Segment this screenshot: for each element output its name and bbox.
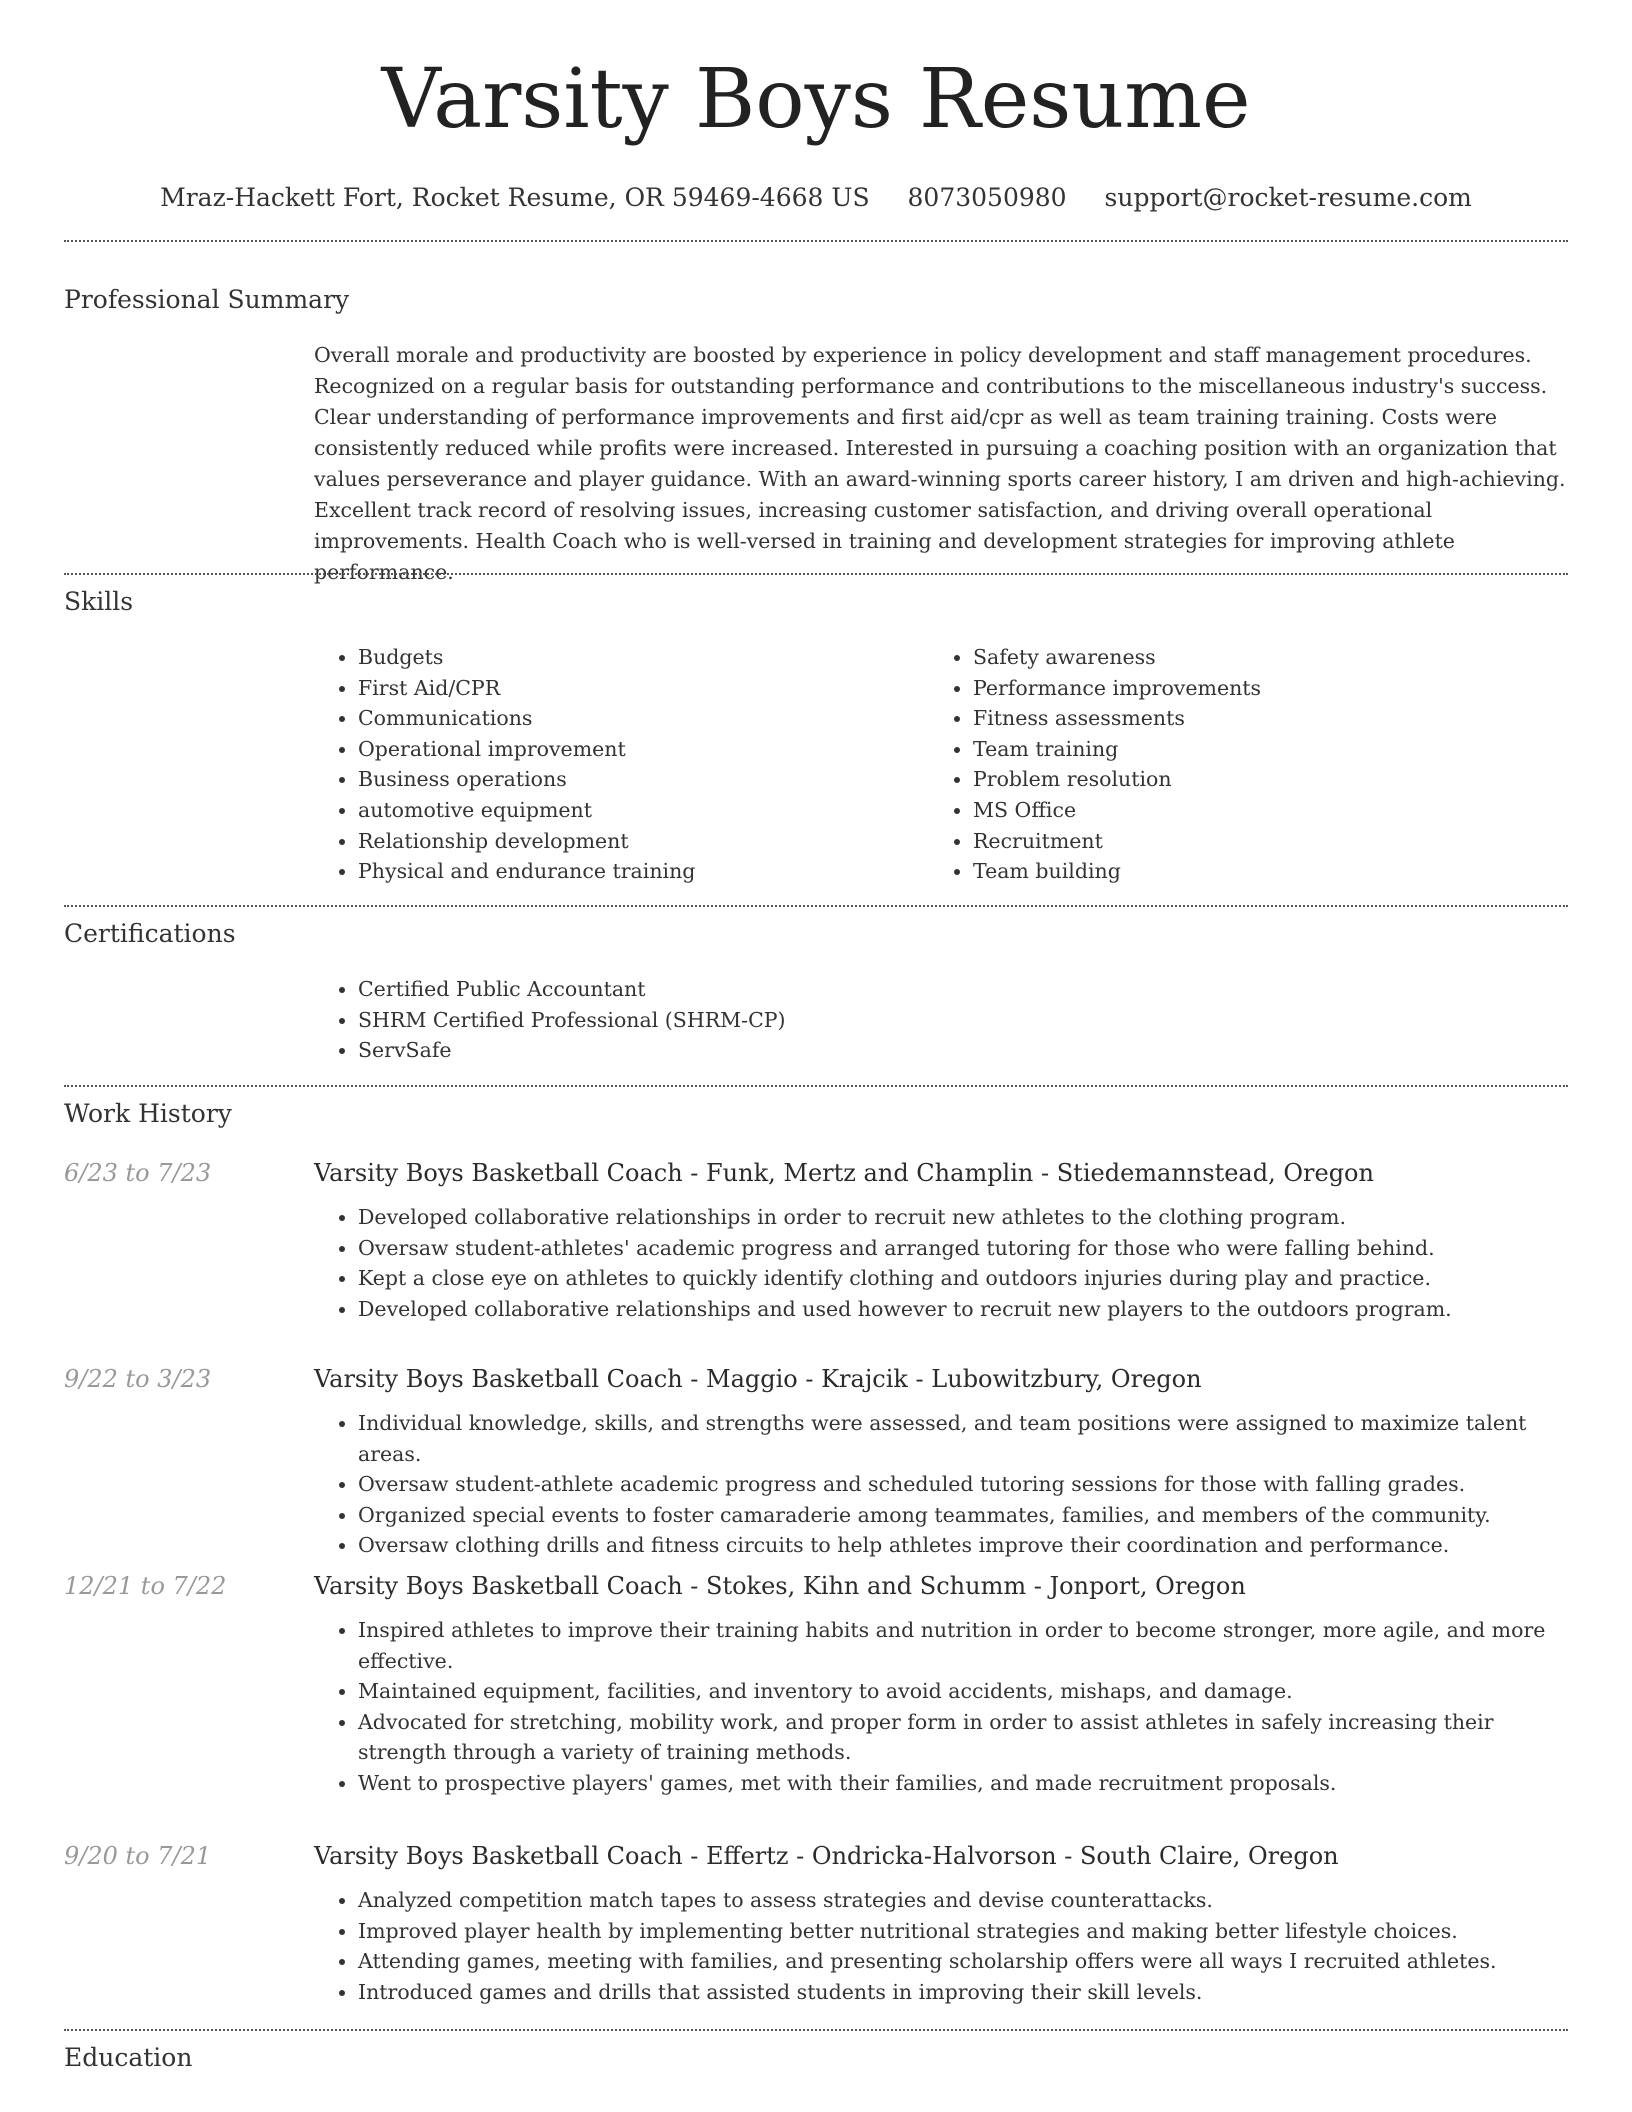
certification-item: • ServSafe	[358, 1035, 1568, 1066]
job-bullet: • Individual knowledge, skills, and strengths were assessed, and team positions were assigned to maximize talent areas.	[358, 1408, 1568, 1469]
job-bullet: • Oversaw student-athlete academic progress and scheduled tutoring sessions for those with falling grades.	[358, 1469, 1568, 1500]
job-entry	[314, 1570, 1568, 1799]
summary-heading: Professional Summary	[64, 285, 350, 314]
certifications-heading: Certifications	[64, 919, 236, 948]
skill-item: • MS Office	[973, 795, 1529, 826]
job-bullet: • Introduced games and drills that assisted students in improving their skill levels.	[358, 1977, 1568, 2008]
section-divider	[64, 240, 1568, 242]
section-divider	[64, 2029, 1568, 2031]
job-entry	[314, 1840, 1568, 2007]
contact-line	[64, 182, 1568, 214]
skills-left-column	[314, 642, 914, 887]
skill-item: • Safety awareness	[973, 642, 1529, 673]
job-dates: 6/23 to 7/23	[64, 1159, 212, 1187]
certification-item: • Certified Public Accountant	[358, 974, 1568, 1005]
section-divider	[64, 1085, 1568, 1087]
skill-item: • Team building	[973, 856, 1529, 887]
skill-item: • Business operations	[358, 764, 914, 795]
job-title: Varsity Boys Basketball Coach - Effertz - Ondricka-Halvorson - South Claire, Oregon	[314, 1842, 1339, 1870]
job-bullet: • Maintained equipment, facilities, and inventory to avoid accidents, mishaps, and damage.	[358, 1676, 1568, 1707]
skill-item: • Problem resolution	[973, 764, 1529, 795]
summary-section	[314, 340, 1568, 588]
job-bullet: • Analyzed competition match tapes to assess strategies and devise counterattacks.	[358, 1885, 1568, 1916]
certification-item: • SHRM Certified Professional (SHRM-CP)	[358, 1005, 1568, 1036]
job-dates: 9/22 to 3/23	[64, 1365, 212, 1393]
section-divider	[64, 905, 1568, 907]
job-entry	[314, 1363, 1568, 1561]
resume-name: Varsity Boys Resume	[381, 52, 1251, 147]
skills-right-column	[929, 642, 1529, 887]
job-bullet: • Attending games, meeting with families, and presenting scholarship offers were all ways I recruited athletes.	[358, 1946, 1568, 1977]
skill-item: • Physical and endurance training	[358, 856, 914, 887]
job-bullet: • Oversaw clothing drills and fitness circuits to help athletes improve their coordination and performance.	[358, 1530, 1568, 1561]
job-bullet: • Developed collaborative relationships and used however to recruit new players to the outdoors program.	[358, 1294, 1568, 1325]
job-entry	[314, 1157, 1568, 1324]
job-bullet: • Inspired athletes to improve their training habits and nutrition in order to become stronger, more agile, and more effective.	[358, 1615, 1568, 1676]
job-title: Varsity Boys Basketball Coach - Stokes, Kihn and Schumm - Jonport, Oregon	[314, 1572, 1246, 1600]
skill-item: • Relationship development	[358, 826, 914, 857]
skills-heading: Skills	[64, 587, 134, 616]
certifications-section	[314, 974, 1568, 1066]
skill-item: • Communications	[358, 703, 914, 734]
skill-item: • Fitness assessments	[973, 703, 1529, 734]
job-title: Varsity Boys Basketball Coach - Funk, Mertz and Champlin - Stiedemannstead, Oregon	[314, 1159, 1374, 1187]
skill-item: • Operational improvement	[358, 734, 914, 765]
job-bullet: • Organized special events to foster camaraderie among teammates, families, and members of the community.	[358, 1500, 1568, 1531]
skill-item: • First Aid/CPR	[358, 673, 914, 704]
education-heading: Education	[64, 2043, 193, 2072]
job-bullet: • Kept a close eye on athletes to quickly identify clothing and outdoors injuries during play and practice.	[358, 1263, 1568, 1294]
job-title: Varsity Boys Basketball Coach - Maggio - Krajcik - Lubowitzbury, Oregon	[314, 1365, 1202, 1393]
work-history-heading: Work History	[64, 1099, 232, 1128]
job-bullet: • Advocated for stretching, mobility work, and proper form in order to assist athletes in safely increasing their strength through a variety of training methods.	[358, 1707, 1568, 1768]
resume-header	[64, 52, 1568, 214]
skill-item: • Team training	[973, 734, 1529, 765]
job-dates: 9/20 to 7/21	[64, 1842, 212, 1870]
contact-email: support@rocket-resume.com	[1104, 183, 1472, 212]
job-dates: 12/21 to 7/22	[64, 1572, 227, 1600]
skill-item: • Budgets	[358, 642, 914, 673]
contact-phone: 8073050980	[907, 183, 1067, 212]
job-bullet: • Went to prospective players' games, met with their families, and made recruitment proposals.	[358, 1768, 1568, 1799]
job-bullet: • Improved player health by implementing better nutritional strategies and making better lifestyle choices.	[358, 1916, 1568, 1947]
skill-item: • Performance improvements	[973, 673, 1529, 704]
section-divider	[64, 573, 1568, 575]
job-bullet: • Developed collaborative relationships in order to recruit new athletes to the clothing program.	[358, 1202, 1568, 1233]
contact-address: Mraz-Hackett Fort, Rocket Resume, OR 59469-4668 US	[160, 183, 870, 212]
skill-item: • automotive equipment	[358, 795, 914, 826]
summary-text: Overall morale and productivity are boosted by experience in policy development and staff management procedures. Recognized on a regular basis for outstanding performance and contributions to the miscellaneous industry's success. Clear understanding of performance improvements and first aid/cpr as well as team training training. Costs were consistently reduced while profits were increased. Interested in pursuing a coaching position with an organization that values perseverance and player guidance. With an award-winning sports career history, I am driven and high-achieving. Excellent track record of resolving issues, increasing customer satisfaction, and driving overall operational improvements. Health Coach who is well-versed in training and development strategies for improving athlete performance.	[314, 343, 1566, 584]
skill-item: • Recruitment	[973, 826, 1529, 857]
job-bullet: • Oversaw student-athletes' academic progress and arranged tutoring for those who were falling behind.	[358, 1233, 1568, 1264]
